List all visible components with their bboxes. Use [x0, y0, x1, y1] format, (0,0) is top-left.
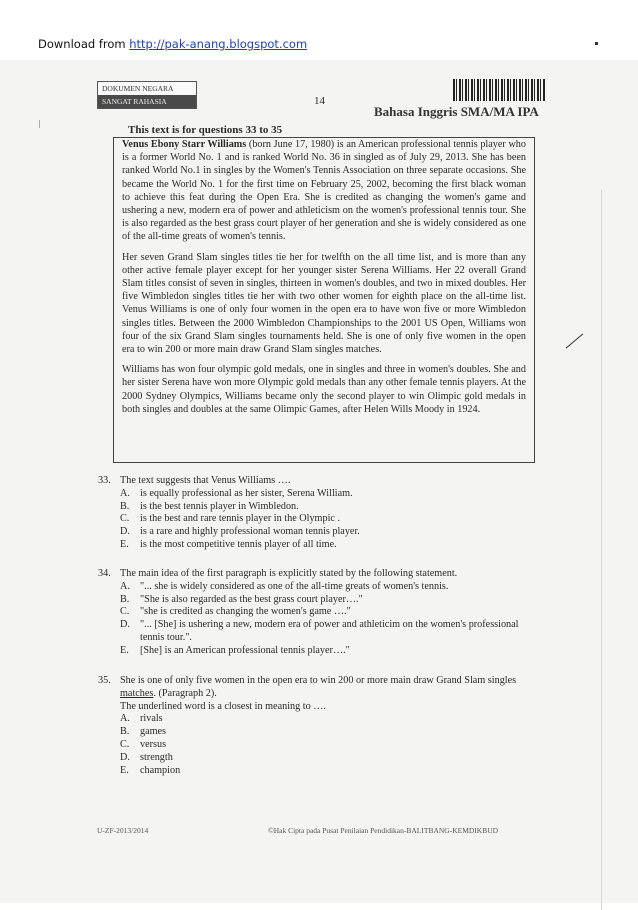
bullet-mark — [595, 42, 598, 45]
copyright-notice: ©Hak Cipta pada Pusat Penilaian Pendidikan-BALITBANG-KEMDIKBUD — [268, 826, 499, 835]
option-text: is the best tennis player in Wimbledon. — [140, 500, 299, 512]
option-c — [98, 606, 538, 619]
passage-p1-text: (born June 17, 1980) is an American professional tennis player who is a former World No. 1 and is ranked World No. 36 in singled as of July 29, 2013. She has been ranked World No.1 in singles by the Women's Tennis Association on three separate occasions. She became the World No. 1 for the first time on February 25, 2002, becoming the first black woman to achieve this feat during the Open Era. She is credited as changing the women's game and ushering a new, modern era of power and athleticism on the women's professional tennis tour. She is also regarded as the best grass court player of her generation and she is widely considered as one of the all-time greats of women's tennis. — [122, 139, 526, 243]
edge-tick — [39, 120, 40, 128]
option-text: "She is also regarded as the best grass court player…." — [140, 593, 363, 605]
question-stem-line-2: The underlined word is a closest in meaning to …. — [120, 700, 326, 712]
option-text: is a rare and highly professional woman tennis player. — [140, 526, 360, 538]
option-text: games — [140, 726, 167, 738]
option-letter: E. — [120, 644, 129, 656]
page-edge-shadow — [601, 190, 602, 910]
option-b — [98, 501, 538, 514]
option-letter: B. — [120, 500, 130, 512]
option-e — [98, 645, 538, 658]
option-a — [98, 713, 538, 726]
passage-paragraph-2: Her seven Grand Slam singles titles tie her for twelfth on the all time list, and is more than any other active female player except for her younger sister Serena Williams. Her 22 overall Grand Slam titles consist of seven in singles, thirteen in women's doubles, and two in mixed doubles. Her five Wimbledon singles titles tie her with two other women for eighth place on the all-time list. Venus Williams is one of only four women in the open era to have won five or more Wimbledon singles titles. Between the 2000 Wimbledon Championships to the 2001 US Open, Williams won four of the six Grand Slam singles tournaments held. She is one of only five women in the open era to win 200 or more main draw Grand Slam singles matches. — [122, 251, 526, 356]
download-prefix: Download from — [38, 37, 130, 51]
option-letter: A. — [120, 713, 130, 725]
option-text: champion — [140, 764, 181, 776]
option-text: "... [She] is ushering a new, modern era of power and athleticim on the women's professional tennis tour.". — [140, 619, 519, 643]
option-letter: E. — [120, 538, 129, 550]
option-d — [98, 526, 538, 539]
option-b — [98, 726, 538, 739]
question-33 — [98, 475, 538, 552]
option-letter: B. — [120, 593, 130, 605]
question-34 — [98, 568, 538, 658]
page-number: 14 — [314, 95, 325, 107]
option-text: versus — [140, 738, 167, 750]
option-text: strength — [140, 751, 173, 763]
question-35 — [98, 675, 538, 777]
question-stem — [120, 675, 538, 701]
option-text: is the best and rare tennis player in the Olympic . — [140, 513, 341, 525]
exam-code: U-ZF-2013/2014 — [97, 826, 149, 835]
option-letter: A. — [120, 580, 130, 592]
stamp-line-1: DOKUMEN NEGARA — [98, 82, 196, 95]
passage-paragraph-3: Williams has won four olympic gold medals, one in singles and three in women's doubles. She and her sister Serena have won more Olympic gold medals than any other female tennis players. At the 2000 Sydney Olympics, Williams became only the second player to win Olimpic gold medals in both singles and doubles at the same Olimpic Games, after Helen Wills Moody in 1924. — [122, 364, 526, 415]
option-d — [98, 619, 538, 645]
passage-intro: This text is for questions 33 to 35 — [128, 124, 283, 136]
stem-text: She is one of only five women in the open era to win 200 or more main draw Grand Slam singles — [120, 675, 517, 686]
option-letter: C. — [120, 738, 130, 750]
option-letter: D. — [120, 619, 130, 631]
option-b — [98, 594, 538, 607]
question-number: 33. — [98, 475, 111, 486]
stamp-line-2: SANGAT RAHASIA — [98, 95, 196, 108]
option-text: "she is credited as changing the women's game …." — [140, 606, 351, 618]
underlined-word: matches — [120, 687, 154, 699]
option-c — [98, 739, 538, 752]
barcode-icon — [453, 79, 545, 101]
option-letter: C. — [120, 513, 130, 525]
option-letter: D. — [120, 751, 130, 763]
option-text: rivals — [140, 713, 163, 725]
question-stem: The text suggests that Venus Williams …. — [120, 475, 291, 486]
option-c — [98, 513, 538, 526]
question-number: 34. — [98, 568, 111, 579]
document-stamp — [97, 81, 197, 109]
option-letter: E. — [120, 764, 129, 776]
stem-text-end: . (Paragraph 2). — [153, 687, 217, 699]
option-a — [98, 488, 538, 501]
question-stem: The main idea of the first paragraph is explicitly stated by the following statement. — [120, 568, 458, 579]
option-e — [98, 539, 538, 552]
option-text: "... she is widely considered as one of the all-time greats of women's tennis. — [140, 580, 449, 592]
option-letter: B. — [120, 726, 130, 738]
download-link[interactable]: http://pak-anang.blogspot.com — [129, 37, 308, 51]
option-text: [She] is an American professional tennis player…." — [140, 644, 350, 656]
question-number: 35. — [98, 675, 111, 686]
option-text: is equally professional as her sister, Serena William. — [140, 487, 353, 499]
option-e — [98, 765, 538, 778]
option-text: is the most competitive tennis player of all time. — [140, 538, 337, 550]
passage-subject-name: Venus Ebony Starr Williams — [122, 139, 247, 150]
subject-title: Bahasa Inggris SMA/MA IPA — [374, 104, 539, 119]
option-d — [98, 752, 538, 765]
passage-paragraph-1 — [122, 138, 526, 244]
option-letter: D. — [120, 526, 130, 538]
download-banner — [38, 37, 307, 51]
option-a — [98, 581, 538, 594]
reading-passage — [113, 137, 535, 463]
option-letter: A. — [120, 487, 130, 499]
option-letter: C. — [120, 606, 130, 618]
